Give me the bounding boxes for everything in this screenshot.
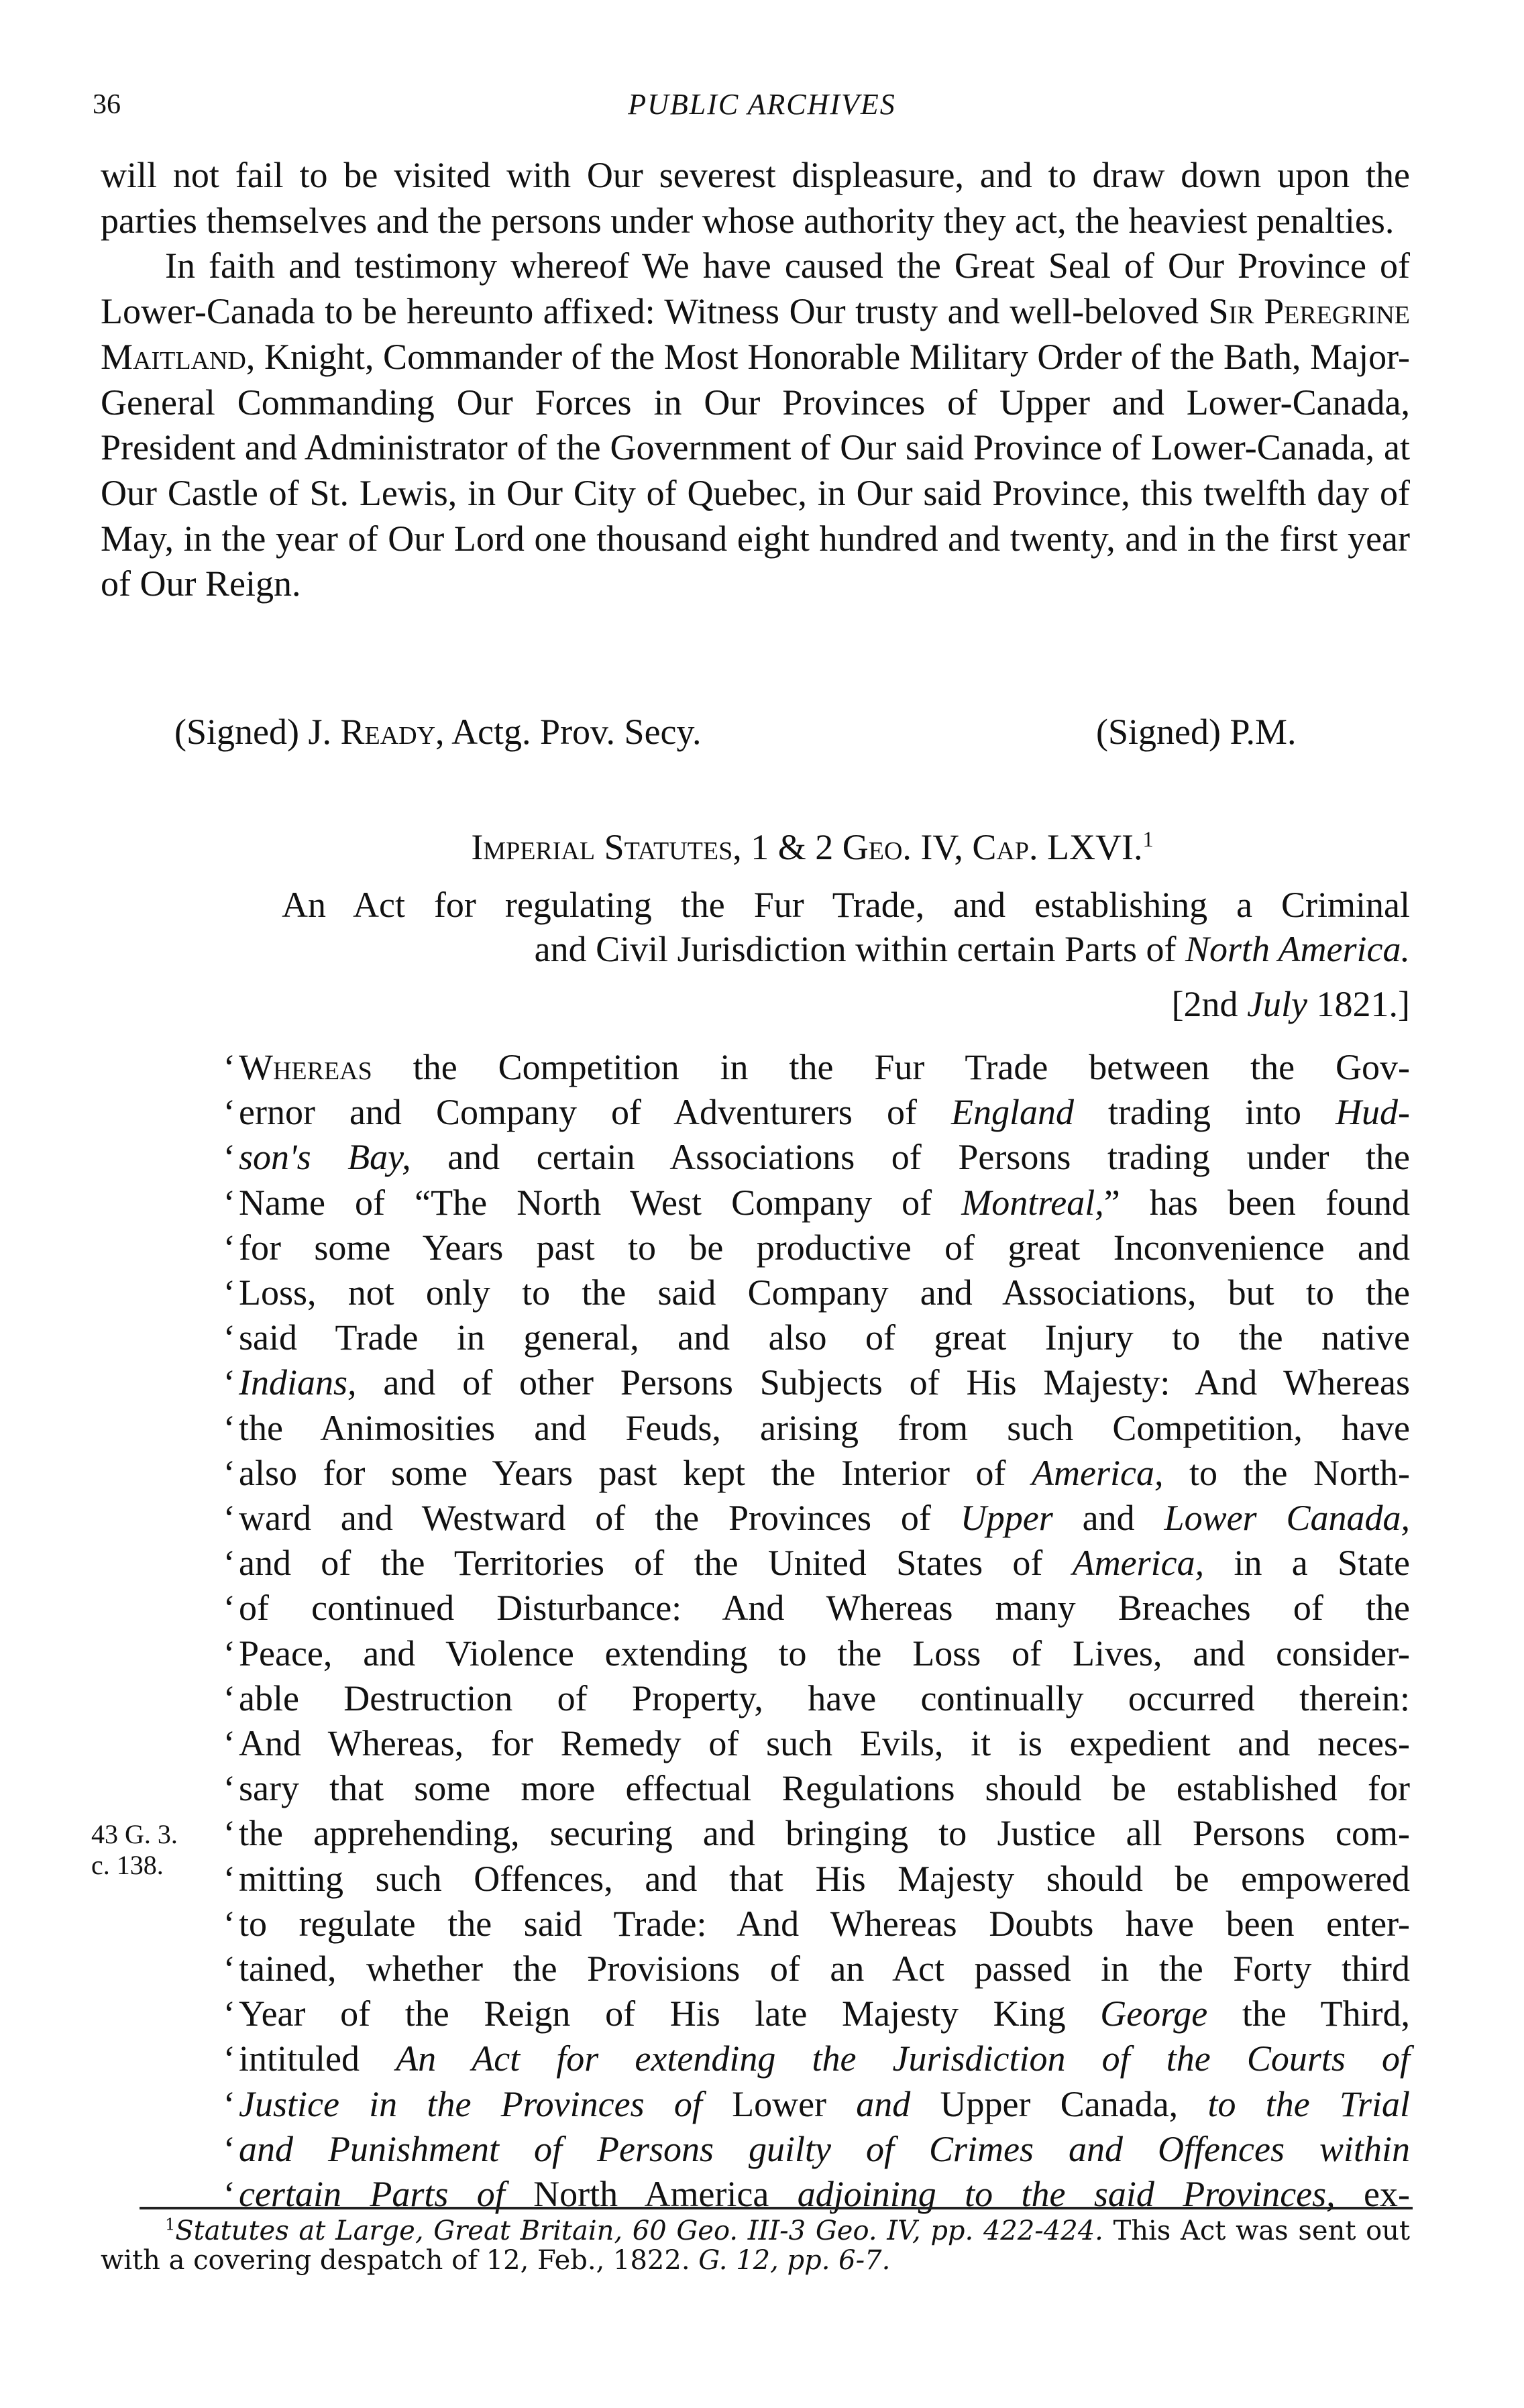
preamble-line: ‘ sary that some more effectual Regulations should be established for bbox=[239, 1766, 1410, 1811]
preamble-line: ‘ Whereas the Competition in the Fur Trade between the Gov- bbox=[239, 1045, 1410, 1090]
footnote-reference: G. 12, pp. 6-7. bbox=[698, 2245, 891, 2276]
preamble-line: ‘ the Animosities and Feuds, arising from such Competition, have bbox=[239, 1406, 1410, 1451]
preamble-line: ‘ for some Years past to be productive of great Inconvenience and bbox=[239, 1225, 1410, 1270]
preamble-line: ‘ Peace, and Violence extending to the Loss of Lives, and consider- bbox=[239, 1631, 1410, 1676]
preamble-line: ‘ the apprehending, securing and bringing to Justice all Persons com- bbox=[239, 1811, 1410, 1856]
opening-text bbox=[101, 153, 1410, 607]
quote-mark: ‘ bbox=[221, 2038, 233, 2079]
act-title bbox=[282, 883, 1410, 971]
running-title: PUBLIC ARCHIVES bbox=[628, 88, 896, 121]
quote-mark: ‘ bbox=[221, 1452, 233, 1493]
preamble-line: ‘ Justice in the Provinces of Lower and Upper Canada, to the Trial bbox=[239, 2082, 1410, 2127]
quote-mark: ‘ bbox=[221, 1903, 233, 1944]
preamble-line: ‘ Year of the Reign of His late Majesty King George the Third, bbox=[239, 1991, 1410, 2036]
secretary-name: Ready bbox=[340, 712, 436, 752]
preamble-line: ‘ also for some Years past kept the Interior of America, to the North- bbox=[239, 1451, 1410, 1496]
act-title-line2: and Civil Jurisdiction within certain Parts of North America. bbox=[534, 929, 1410, 969]
quote-mark: ‘ bbox=[221, 1227, 233, 1268]
preamble-line: ‘ son's Bay, and certain Associations of Persons trading under the bbox=[239, 1135, 1410, 1180]
footnote-marker: 1 bbox=[165, 2215, 176, 2234]
quote-mark: ‘ bbox=[221, 1317, 233, 1358]
preamble-line: ‘ said Trade in general, and also of great Injury to the native bbox=[239, 1315, 1410, 1360]
quote-mark: ‘ bbox=[221, 1047, 233, 1087]
quote-mark: ‘ bbox=[221, 1678, 233, 1718]
quote-mark: ‘ bbox=[221, 1543, 233, 1584]
preamble-line: ‘ and Punishment of Persons guilty of Crimes and Offences within bbox=[239, 2127, 1410, 2172]
continuation-paragraph: will not fail to be visited with Our severest displeasure, and to draw down upon the parties themselves and the persons under whose authority they act, the heaviest penalties. bbox=[101, 155, 1410, 241]
preamble-line: ‘ able Destruction of Property, have continually occurred therein: bbox=[239, 1676, 1410, 1721]
quote-mark: ‘ bbox=[221, 1137, 233, 1178]
preamble-line: ‘ Indians, and of other Persons Subjects of His Majesty: And Whereas bbox=[239, 1360, 1410, 1405]
quote-mark: ‘ bbox=[221, 1182, 233, 1223]
preamble-line: ‘ Name of “The North West Company of Montreal,” has been found bbox=[239, 1181, 1410, 1225]
quote-mark: ‘ bbox=[221, 1993, 233, 2034]
act-heading: Imperial Statutes, 1 & 2 Geo. IV, Cap. LXVI.$^1$ bbox=[471, 827, 1154, 867]
testimony-part1: In faith and testimony whereof We have caused the Great Seal of Our Province of Lower-Canada to be hereunto affixed: Witness Our trusty and well-beloved bbox=[101, 245, 1410, 332]
signature-secretary: (Signed) J. Ready, Actg. Prov. Secy. bbox=[174, 712, 702, 752]
quote-mark: ‘ bbox=[221, 2128, 233, 2169]
preamble-line: ‘ certain Parts of North America adjoining to the said Provinces, ex- bbox=[239, 2172, 1410, 2217]
preamble-line: ‘ ernor and Company of Adventurers of England trading into Hud- bbox=[239, 1090, 1410, 1135]
footnote-ref: 1 bbox=[1142, 828, 1154, 852]
signature-pm: (Signed) P.M. bbox=[1096, 712, 1297, 752]
quote-mark: ‘ bbox=[221, 1272, 233, 1313]
page-number: 36 bbox=[93, 89, 121, 120]
preamble-line: ‘ and of the Territories of the United States of America, in a State bbox=[239, 1541, 1410, 1586]
act-date: [2nd July 1821.] bbox=[1171, 984, 1410, 1024]
quote-mark: ‘ bbox=[221, 1949, 233, 1989]
quote-mark: ‘ bbox=[221, 1092, 233, 1133]
footnote: $^1$Statutes at Large, Great Britain, 60 Geo. III-3 Geo. IV, pp. 422-424. This Act was sent out with a covering despatch of 12, Feb., 1822. G. 12, pp. 6-7. bbox=[101, 2215, 1411, 2276]
preamble-line: ‘ intituled An Act for extending the Jurisdiction of the Courts of bbox=[239, 2036, 1410, 2081]
quote-mark: ‘ bbox=[221, 2083, 233, 2124]
quote-mark: ‘ bbox=[221, 1362, 233, 1403]
act-preamble bbox=[221, 1045, 1411, 2217]
preamble-line: ‘ of continued Disturbance: And Whereas many Breaches of the bbox=[239, 1586, 1410, 1631]
preamble-line: ‘ to regulate the said Trade: And Whereas Doubts have been enter- bbox=[239, 1902, 1410, 1947]
preamble-line: ‘ Loss, not only to the said Company and Associations, but to the bbox=[239, 1270, 1410, 1315]
quote-mark: ‘ bbox=[221, 1813, 233, 1854]
quote-mark: ‘ bbox=[221, 1633, 233, 1674]
quote-mark: ‘ bbox=[221, 1768, 233, 1809]
testimony-paragraph bbox=[101, 243, 1410, 607]
footnote-source: Statutes at Large, Great Britain, 60 Geo. III-3 Geo. IV, pp. 422-424. bbox=[175, 2215, 1103, 2246]
margin-note: 43 G. 3. c. 138. bbox=[91, 1819, 178, 1880]
preamble-line: ‘ And Whereas, for Remedy of such Evils, it is expedient and neces- bbox=[239, 1721, 1410, 1766]
quote-mark: ‘ bbox=[221, 1498, 233, 1539]
preamble-line: ‘ mitting such Offences, and that His Majesty should be empowered bbox=[239, 1857, 1410, 1902]
quote-mark: ‘ bbox=[221, 1723, 233, 1764]
witness-name: Sir Peregrine Maitland bbox=[101, 291, 1410, 377]
quote-mark: ‘ bbox=[221, 1588, 233, 1629]
preamble-line: ‘ ward and Westward of the Provinces of Upper and Lower Canada, bbox=[239, 1496, 1410, 1541]
testimony-part2: , Knight, Commander of the Most Honorable Military Order of the Bath, Major-General Commanding Our Forces in Our Provinces of Upper and Lower-Canada, President and Administrator of the Government of Our said Province of Lower-Canada, at Our Castle of St. Lewis, in Our City of Quebec, in Our said Province, this twelfth day of May, in the year of Our Lord one thousand eight hundred and twenty, and in the first year of Our Reign. bbox=[101, 336, 1410, 604]
quote-mark: ‘ bbox=[221, 1858, 233, 1899]
preamble-line: ‘ tained, whether the Provisions of an Act passed in the Forty third bbox=[239, 1947, 1410, 1991]
quote-mark: ‘ bbox=[221, 2174, 233, 2215]
act-title-line1: An Act for regulating the Fur Trade, and establishing a Criminal bbox=[282, 885, 1410, 925]
footnote-rule bbox=[140, 2207, 1413, 2209]
quote-mark: ‘ bbox=[221, 1407, 233, 1448]
